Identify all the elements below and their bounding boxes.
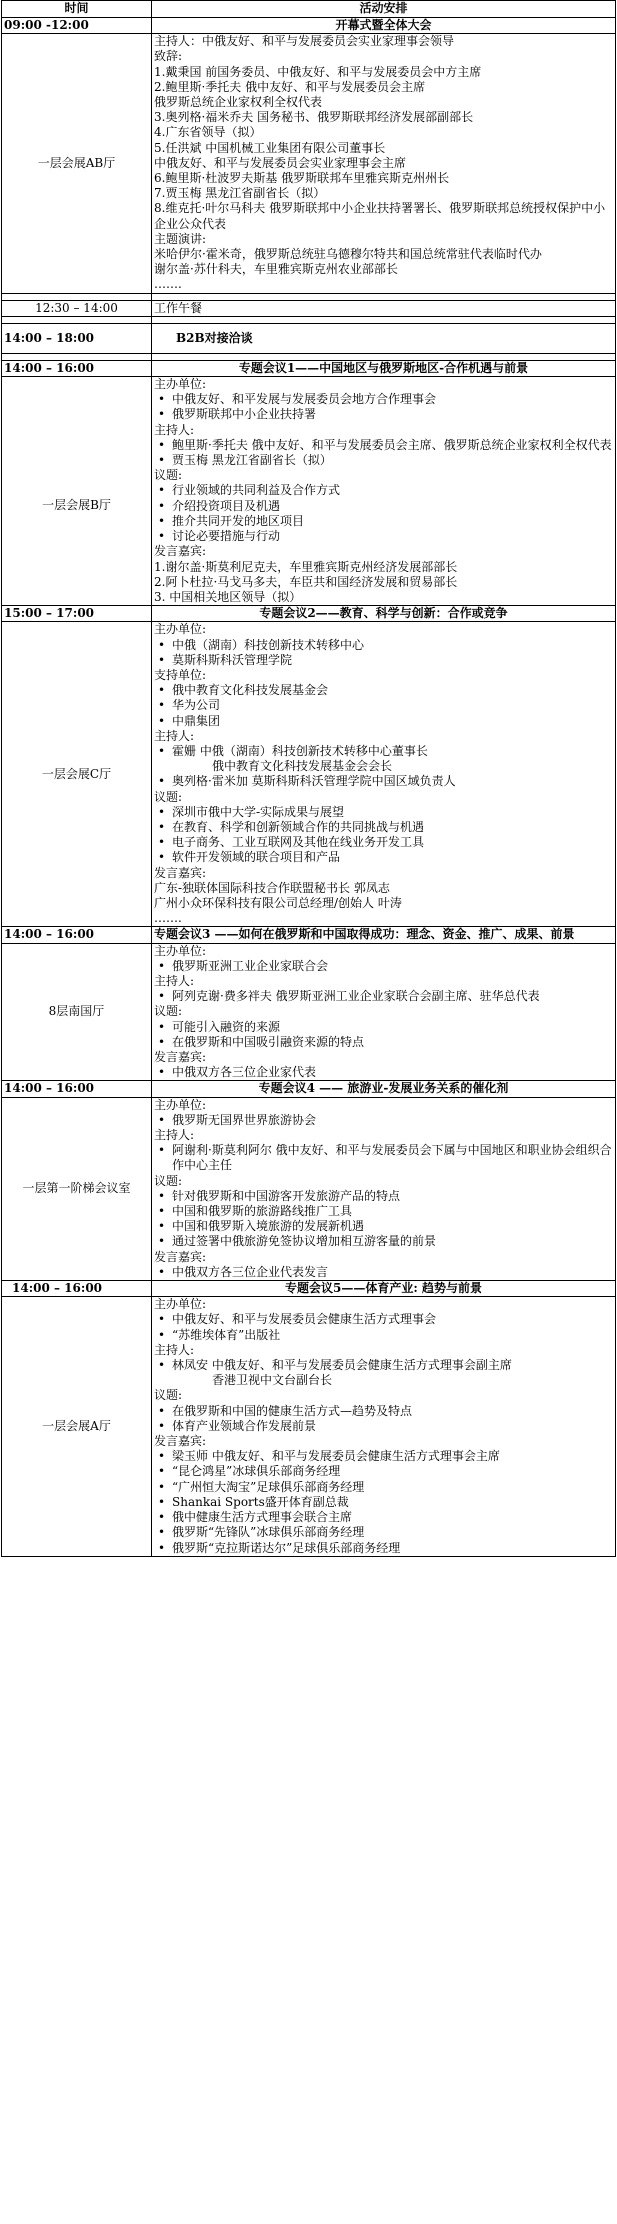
- topics-label: 议题:: [154, 1173, 183, 1188]
- speaker-item: 广州小众环保科技有限公司总经理/创始人 叶涛: [154, 895, 402, 910]
- speaker-item: 广东-独联体国际科技合作联盟秘书长 郭凤志: [154, 880, 390, 895]
- opening-line: 7.贾玉梅 黑龙江省副省长（拟）: [154, 186, 326, 201]
- opening-venue: 一层会展AB厅: [2, 34, 152, 293]
- support-item: • 华为公司: [154, 698, 613, 713]
- topic-item: • 深圳市俄中大学-实际成果与展望: [154, 805, 613, 820]
- opening-line: 6.鲍里斯·杜波罗夫斯基 俄罗斯联邦车里雅宾斯克州州长: [154, 171, 450, 186]
- speaker-item: • 中俄双方各三位企业代表发言: [154, 1265, 613, 1280]
- topic-item: • 电子商务、工业互联网及其他在线业务开发工具: [154, 835, 613, 850]
- session2-body-row: [2, 622, 616, 927]
- opening-line: 8.维克托·叶尔马科夫 俄罗斯联邦中小企业扶持署署长、俄罗斯联邦总统授权保护中小企业公众代表: [154, 201, 606, 231]
- topics-label: 议题:: [154, 1004, 183, 1019]
- organizers-label: 主办单位:: [154, 622, 207, 637]
- session4-body: [152, 1097, 616, 1280]
- host-item: • 阿列克谢·费多袢夫 俄罗斯亚洲工业企业家联合会副主席、驻华总代表: [154, 989, 613, 1004]
- speaker-item: 3. 中国相关地区领导（拟）: [154, 589, 302, 604]
- organizer-item: • 俄罗斯无国界世界旅游协会: [154, 1113, 613, 1128]
- topic-item: • 中国和俄罗斯入境旅游的发展新机遇: [154, 1219, 613, 1234]
- host-item: • 贾玉梅 黑龙江省副省长（拟）: [154, 453, 613, 468]
- organizers-label: 主办单位:: [154, 1097, 207, 1112]
- organizer-item: • “苏维埃体育”出版社: [154, 1328, 613, 1343]
- speaker-item: …….: [154, 911, 182, 926]
- host-subtitle: 俄中教育文化科技发展基金会会长: [212, 759, 393, 774]
- opening-line: 5.任洪斌 中国机械工业集团有限公司董事长: [154, 140, 386, 155]
- session2-time: 15:00 – 17:00: [2, 606, 152, 622]
- host-item: • 阿谢利·斯莫利阿尔 俄中友好、和平与发展委员会下属与中国地区和职业协会组织合作中心主任: [154, 1143, 613, 1173]
- session5-time: 14:00 – 16:00: [2, 1281, 152, 1297]
- b2b-title: B2B对接洽谈: [152, 323, 616, 353]
- opening-line: 中俄友好、和平与发展委员会实业家理事会主席: [154, 155, 407, 170]
- opening-body: [152, 34, 616, 293]
- header-time: 时间: [2, 1, 152, 18]
- session3-venue: 8层南国厅: [2, 943, 152, 1081]
- topic-item: • 在俄罗斯和中国吸引融资来源的特点: [154, 1035, 613, 1050]
- support-item: • 中鼎集团: [154, 714, 613, 729]
- opening-line: 1.戴秉国 前国务委员、中俄友好、和平与发展委员会中方主席: [154, 64, 482, 79]
- speaker-item: • 俄罗斯“先锋队”冰球俱乐部商务经理: [154, 1525, 613, 1540]
- hosts-label: 主持人:: [154, 1342, 195, 1357]
- session4-title: 专题会议4 —— 旅游业-发展业务关系的催化剂: [152, 1081, 616, 1097]
- b2b-row: [2, 323, 616, 353]
- session5-venue: 一层会展A厅: [2, 1297, 152, 1556]
- opening-title: 开幕式暨全体大会: [152, 18, 616, 34]
- session3-body-row: [2, 943, 616, 1081]
- speakers-label: 发言嘉宾:: [154, 1050, 207, 1064]
- speaker-item: • 中俄双方各三位企业家代表: [154, 1065, 613, 1080]
- host-item: • 林凤安 中俄友好、和平与发展委员会健康生活方式理事会副主席: [154, 1358, 613, 1373]
- speakers-label: 发言嘉宾:: [154, 865, 207, 880]
- session1-title-row: [2, 360, 616, 376]
- organizer-item: • 俄罗斯联邦中小企业扶持署: [154, 407, 613, 422]
- session1-venue: 一层会展B厅: [2, 377, 152, 606]
- opening-line: 俄罗斯总统企业家权利全权代表: [154, 95, 323, 110]
- speaker-item: • 俄罗斯“克拉斯诺达尔”足球俱乐部商务经理: [154, 1541, 613, 1556]
- organizers-label: 主办单位:: [154, 377, 207, 392]
- topic-item: • 体育产业领域合作发展前景: [154, 1419, 613, 1434]
- lunch-row: [2, 300, 616, 316]
- session5-body-row: [2, 1297, 616, 1556]
- opening-line: …….: [154, 277, 182, 292]
- b2b-time: 14:00 – 18:00: [2, 323, 152, 353]
- hosts-label: 主持人:: [154, 728, 195, 743]
- session1-time: 14:00 – 16:00: [2, 360, 152, 376]
- organizer-item: • 莫斯科斯科沃管理学院: [154, 653, 613, 668]
- opening-line: 主持人：中俄友好、和平与发展委员会实业家理事会领导: [154, 34, 455, 49]
- organizer-item: • 中俄友好、和平发展与发展委员会地方合作理事会: [154, 392, 613, 407]
- opening-line: 4.广东省领导（拟）: [154, 125, 262, 140]
- opening-line: 3.奥列格·福米乔夫 国务秘书、俄罗斯联邦经济发展部副部长: [154, 110, 474, 125]
- gap-row: [2, 353, 616, 360]
- session2-venue: 一层会展C厅: [2, 622, 152, 927]
- host-item: • 霍姗 中俄（湖南）科技创新技术转移中心董事长: [154, 744, 613, 759]
- speaker-item: 1.谢尔盖·斯莫利尼克夫，车里雅宾斯克州经济发展部部长: [154, 559, 458, 574]
- session3-title: 专题会议3 ——如何在俄罗斯和中国取得成功：理念、资金、推广、成果、前景: [152, 927, 616, 943]
- schedule-table: [1, 0, 616, 1557]
- session3-time: 14:00 – 16:00: [2, 927, 152, 943]
- opening-line: 致辞:: [154, 49, 183, 64]
- topic-item: • 中国和俄罗斯的旅游路线推广工具: [154, 1204, 613, 1219]
- speakers-label: 发言嘉宾:: [154, 544, 207, 559]
- hosts-label: 主持人:: [154, 973, 195, 988]
- speakers-label: 发言嘉宾:: [154, 1249, 207, 1264]
- host-item: • 奥列格·雷米加 莫斯科斯科沃管理学院中国区域负责人: [154, 774, 613, 789]
- opening-body-row: [2, 34, 616, 293]
- topic-item: • 介绍投资项目及机遇: [154, 499, 613, 514]
- topic-item: • 通过签署中俄旅游免签协议增加相互游客量的前景: [154, 1234, 613, 1249]
- speakers-label: 发言嘉宾:: [154, 1434, 207, 1449]
- lunch-title: 工作午餐: [152, 300, 616, 316]
- opening-time: 09:00 -12:00: [2, 18, 152, 34]
- gap-row: [2, 293, 616, 300]
- speaker-item: 2.阿卜杜拉·马戈马多夫，车臣共和国经济发展和贸易部长: [154, 574, 458, 589]
- session4-body-row: [2, 1097, 616, 1280]
- opening-line: 2.鲍里斯·季托夫 俄中友好、和平与发展委员会主席: [154, 79, 426, 94]
- opening-line: 谢尔盖·苏什科夫，车里雅宾斯克州农业部部长: [154, 262, 398, 277]
- support-item: • 俄中教育文化科技发展基金会: [154, 683, 613, 698]
- session2-title: 专题会议2——教育、科学与创新：合作或竞争: [152, 606, 616, 622]
- opening-title-row: [2, 18, 616, 34]
- organizer-item: • 俄罗斯亚洲工业企业家联合会: [154, 959, 613, 974]
- organizer-item: • 中俄友好、和平与发展委员会健康生活方式理事会: [154, 1312, 613, 1327]
- topic-item: • 软件开发领域的联合项目和产品: [154, 850, 613, 865]
- host-item: • 鲍里斯·季托夫 俄中友好、和平与发展委员会主席、俄罗斯总统企业家权利全权代表: [154, 438, 613, 453]
- organizers-label: 主办单位:: [154, 1297, 207, 1312]
- hosts-label: 主持人:: [154, 422, 195, 437]
- topic-item: • 可能引入融资的来源: [154, 1020, 613, 1035]
- speaker-item: • Shankai Sports盛开体育副总裁: [154, 1495, 613, 1510]
- hosts-label: 主持人:: [154, 1128, 195, 1143]
- speaker-item: • 俄中健康生活方式理事会联合主席: [154, 1510, 613, 1525]
- session4-title-row: [2, 1081, 616, 1097]
- session2-title-row: [2, 606, 616, 622]
- topic-item: • 在教育、科学和创新领域合作的共同挑战与机遇: [154, 820, 613, 835]
- opening-line: 主题演讲:: [154, 231, 207, 246]
- organizer-item: • 中俄（湖南）科技创新技术转移中心: [154, 638, 613, 653]
- session1-title: 专题会议1——中国地区与俄罗斯地区-合作机遇与前景: [152, 360, 616, 376]
- gap-row: [2, 316, 616, 323]
- speaker-item: • “广州恒大淘宝”足球俱乐部商务经理: [154, 1480, 613, 1495]
- session1-body-row: [2, 377, 616, 606]
- session4-venue: 一层第一阶梯会议室: [2, 1097, 152, 1280]
- session2-body: [152, 622, 616, 927]
- host-subtitle: 香港卫视中文台副台长: [212, 1373, 333, 1388]
- session3-title-row: [2, 927, 616, 943]
- topic-item: • 推介共同开发的地区项目: [154, 514, 613, 529]
- topics-label: 议题:: [154, 1388, 183, 1403]
- session4-time: 14:00 – 16:00: [2, 1081, 152, 1097]
- topic-item: • 在俄罗斯和中国的健康生活方式—趋势及特点: [154, 1404, 613, 1419]
- topic-item: • 行业领域的共同利益及合作方式: [154, 483, 613, 498]
- session5-title: 专题会议5——体育产业: 趋势与前景: [152, 1281, 616, 1297]
- speaker-item: • 梁玉师 中俄友好、和平与发展委员会健康生活方式理事会主席: [154, 1449, 613, 1464]
- topic-item: • 讨论必要措施与行动: [154, 529, 613, 544]
- organizers-label: 主办单位:: [154, 943, 207, 958]
- lunch-time: 12:30 – 14:00: [2, 300, 152, 316]
- session3-body: [152, 943, 616, 1081]
- session1-body: [152, 377, 616, 606]
- topic-item: • 针对俄罗斯和中国游客开发旅游产品的特点: [154, 1189, 613, 1204]
- header-activity: 活动安排: [152, 1, 616, 18]
- topics-label: 议题:: [154, 789, 183, 804]
- opening-line: 米哈伊尔·霍米奇，俄罗斯总统驻乌德穆尔特共和国总统常驻代表临时代办: [154, 247, 542, 262]
- support-label: 支持单位:: [154, 667, 207, 682]
- header-row: [2, 1, 616, 18]
- session5-body: [152, 1297, 616, 1556]
- topics-label: 议题:: [154, 468, 183, 483]
- speaker-item: • “昆仑鸿星”冰球俱乐部商务经理: [154, 1464, 613, 1479]
- session5-title-row: [2, 1281, 616, 1297]
